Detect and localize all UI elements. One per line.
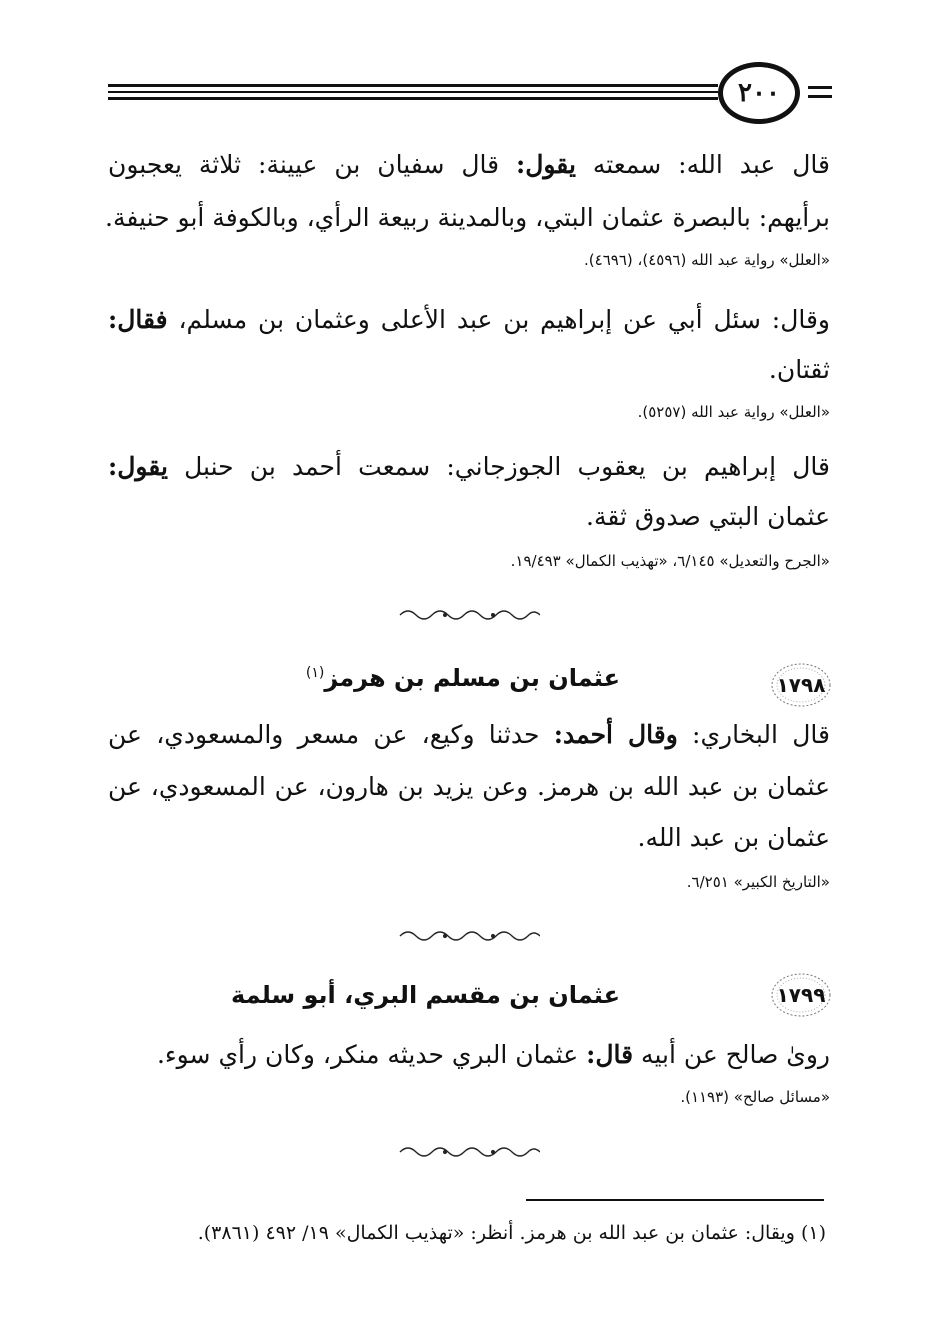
footnote-rule xyxy=(526,1199,824,1201)
text-run: عثمان البري حديثه منكر، وكان رأي سوء. xyxy=(156,1040,587,1069)
text-run: حدثنا وكيع، عن مسعر والمسعودي، عن xyxy=(108,720,554,749)
source-citation: «الجرح والتعديل» ٦/١٤٥، «تهذيب الكمال» ١٩/٤٩٣. xyxy=(510,552,830,570)
text-line xyxy=(157,1040,830,1070)
header-rule xyxy=(808,95,832,98)
page-number xyxy=(718,62,800,124)
entry-title-text: عثمان بن مسلم بن هرمز xyxy=(324,664,620,692)
bold-keyword: يقول: xyxy=(515,150,576,179)
header-rule xyxy=(108,91,718,93)
header-rule xyxy=(108,97,718,100)
source-citation: «العلل» رواية عبد الله (٤٥٩٦)، (٤٦٩٦). xyxy=(584,251,830,269)
bold-keyword: يقول: xyxy=(108,452,168,481)
header-rule xyxy=(808,86,832,89)
ornament-divider xyxy=(398,608,540,622)
text-run: قال البخاري: xyxy=(677,720,830,749)
text-line xyxy=(108,305,830,335)
ornament-divider xyxy=(398,1145,540,1159)
text-line xyxy=(108,720,830,750)
bold-keyword: قال: xyxy=(586,1040,634,1069)
text-line: عثمان بن عبد الله بن هرمز. وعن يزيد بن هارون، عن المسعودي، عن xyxy=(108,772,830,801)
text-line xyxy=(108,150,830,180)
bold-keyword: وقال أحمد: xyxy=(553,720,678,749)
entry-number-badge xyxy=(770,662,832,708)
text-line xyxy=(108,452,830,482)
text-line: عثمان بن عبد الله. xyxy=(637,823,830,852)
entry-number: ١٧٩٩ xyxy=(776,983,826,1007)
text-line: عثمان البتي صدوق ثقة. xyxy=(586,502,830,531)
page-number-text: ٢٠٠ xyxy=(738,78,780,108)
text-run: قال إبراهيم بن يعقوب الجوزجاني: سمعت أحمد بن حنبل xyxy=(167,452,830,481)
entry-number-badge xyxy=(770,972,832,1018)
entry-number: ١٧٩٨ xyxy=(776,673,826,697)
text-run: روىٰ صالح عن أبيه xyxy=(633,1040,830,1069)
bold-keyword: فقال: xyxy=(108,305,168,334)
text-line: ثقتان. xyxy=(768,355,830,384)
text-line: برأيهم: بالبصرة عثمان البتي، وبالمدينة ربيعة الرأي، وبالكوفة أبو حنيفة. xyxy=(105,203,830,232)
text-run: وقال: سئل أبي عن إبراهيم بن عبد الأعلى وعثمان بن مسلم، xyxy=(167,305,830,334)
footnote-ref: (١) xyxy=(305,665,325,681)
ornament-divider xyxy=(398,929,540,943)
source-citation: «العلل» رواية عبد الله (٥٢٥٧). xyxy=(637,403,830,421)
header-rule xyxy=(108,84,718,87)
text-run: قال سفيان بن عيينة: ثلاثة يعجبون xyxy=(108,150,516,179)
footnote: (١) ويقال: عثمان بن عبد الله بن هرمز. أنظر: «تهذيب الكمال» ١٩/ ٤٩٢ (٣٨٦١). xyxy=(197,1222,826,1244)
text-run: قال عبد الله: سمعته xyxy=(575,150,830,179)
entry-title xyxy=(306,658,620,693)
entry-title: عثمان بن مقسم البري، أبو سلمة xyxy=(231,981,620,1009)
source-citation: «التاريخ الكبير» ٦/٢٥١. xyxy=(686,873,830,891)
source-citation: «مسائل صالح» (١١٩٣). xyxy=(680,1088,830,1106)
